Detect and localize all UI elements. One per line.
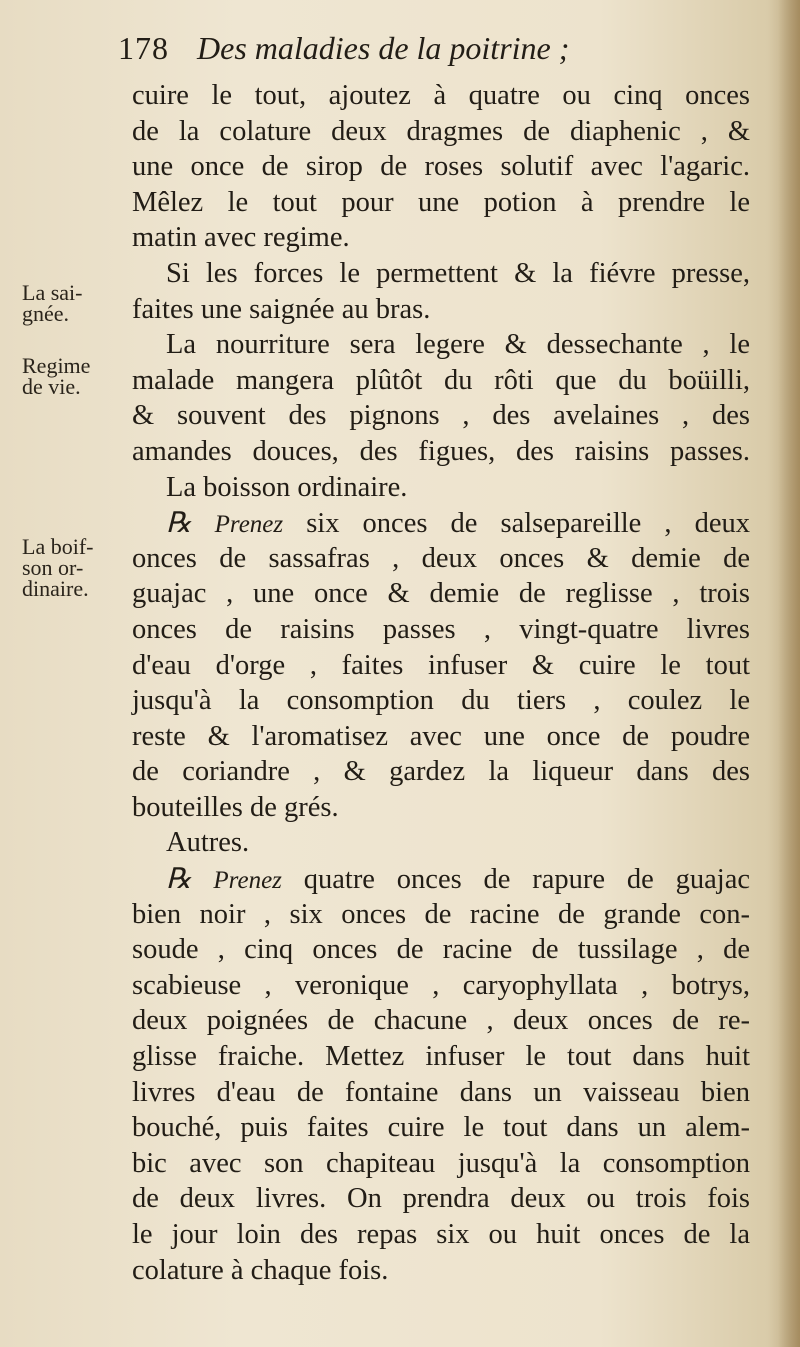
text-line: bien noir , six onces de racine de grande con- [132,898,750,930]
body-text [132,78,750,1288]
text-line: glisse fraiche. Mettez infuser le tout dans huit [132,1041,750,1073]
text-line: livres d'eau de fontaine dans un vaisseau bien [132,1076,750,1108]
page-edge-shadow [778,0,800,1347]
recipe-symbol: ℞ [166,506,192,540]
text-line: onces de raisins passes , vingt-quatre livres [132,613,750,645]
text-line: onces de sassafras , deux onces & demie de [132,542,750,574]
text-line: scabieuse , veronique , caryophyllata , botrys, [132,969,750,1001]
text-line: le jour loin des repas six ou huit onces de la [132,1219,750,1250]
text-line: reste & l'aromatisez avec une once de poudre [132,720,750,752]
margin-note-line: La boif- [22,534,94,559]
text-line: bouché, puis faites cuire le tout dans un alem- [132,1112,750,1144]
section-heading: Autres. [166,827,250,859]
margin-note-line: gnée. [22,301,70,326]
page-number: 178 [118,30,169,66]
text-line: faites une saignée au bras. [132,293,431,325]
text-line: La nourriture sera legere & dessechante , le [166,329,750,361]
section-heading: La boisson ordinaire. [166,471,408,503]
text-line: guajac , une once & demie de reglisse , trois [132,578,750,610]
text-line: & souvent des pignons , des avelaines , des [132,400,750,432]
text-line: soude , cinq onces de racine de tussilage , de [132,934,750,966]
margin-note-line: dinaire. [22,576,89,601]
text-line: cuire le tout, ajoutez à quatre ou cinq onces [132,80,750,111]
text-line: bic avec son chapiteau jusqu'à la consomption [132,1147,750,1179]
margin-note-regime [22,355,90,397]
recipe-word: Prenez [214,511,284,539]
text-line: de la colature deux dragmes de diaphenic , & [132,115,750,147]
recipe-line [132,861,750,897]
text-line: quatre onces de rapure de guajac [303,864,751,896]
text-line: bouteilles de grés. [132,791,339,823]
text-line: Si les forces le permettent & la fiévre presse, [166,257,750,289]
text-line: six onces de salsepareille , deux [306,508,751,540]
recipe-line [132,505,750,541]
recipe-word: Prenez [213,867,282,895]
margin-note-line: Regime [22,353,91,378]
text-line: deux poignées de chacune , deux onces de re- [132,1005,750,1037]
page-header [118,28,658,68]
margin-note-line: son or- [22,555,84,580]
text-line: de deux livres. On prendra deux ou trois fois [132,1183,750,1215]
margin-note-boisson [22,536,93,599]
text-line: Mêlez le tout pour une potion à prendre le [132,186,750,218]
text-line: matin avec regime. [132,222,350,254]
text-line: une once de sirop de roses solutif avec l'agaric. [132,151,750,183]
recipe-symbol: ℞ [166,862,192,896]
margin-note-saignee [22,282,82,324]
text-line: amandes douces, des figues, des raisins passes. [132,435,750,467]
running-title: Des maladies de la poitrine ; [197,30,570,66]
text-line: malade mangera plûtôt du rôti que du boüilli, [132,364,750,396]
text-line: de coriandre , & gardez la liqueur dans des [132,756,750,788]
text-line: d'eau d'orge , faites infuser & cuire le tout [132,649,750,681]
margin-note-line: La sai- [22,280,83,305]
margin-note-line: de vie. [22,374,81,399]
text-line: colature à chaque fois. [132,1254,389,1286]
text-line: jusqu'à la consomption du tiers , coulez le [132,685,750,717]
